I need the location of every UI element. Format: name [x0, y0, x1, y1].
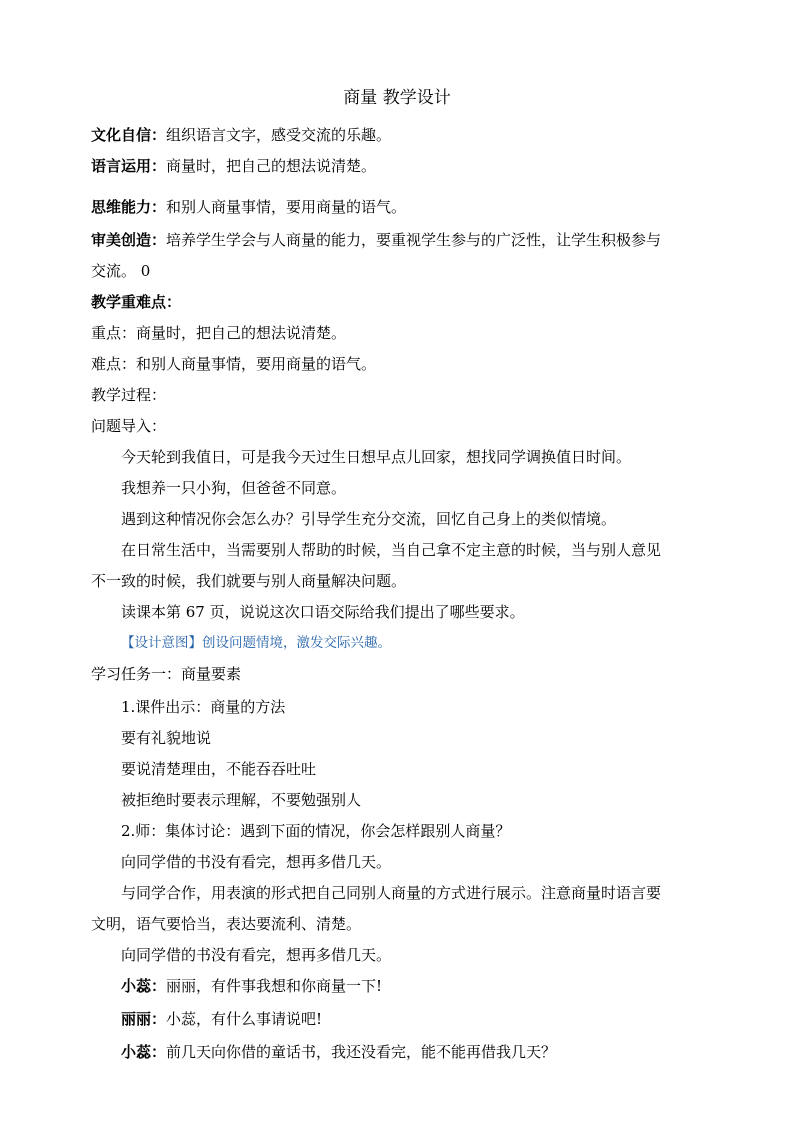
task1-line: 向同学借的书没有看完，想再多借几天。 — [121, 853, 392, 871]
objective-thinking — [91, 196, 705, 218]
intro-heading: 问题导入： — [91, 417, 167, 435]
intro-line: 遇到这种情况你会怎么办？引导学生充分交流，回忆自己身上的类似情境。 — [121, 510, 617, 528]
objective-text: 培养学生学会与人商量的能力，要重视学生参与的广泛性，让学生积极参与 — [166, 231, 662, 249]
intro-line: 读课本第 67 页，说说这次口语交际给我们提出了哪些要求。 — [121, 603, 525, 621]
objective-label: 文化自信： — [91, 126, 167, 144]
design-intent: 【设计意图】创设问题情境，激发交际兴趣。 — [121, 635, 391, 651]
objective-aesthetic — [91, 229, 705, 251]
dialogue-line — [121, 975, 705, 997]
task1-line: 文明，语气要恰当，表达要流利、清楚。 — [91, 915, 362, 933]
dialogue-line — [121, 1041, 705, 1063]
task1-line: 要说清楚理由，不能吞吞吐吐 — [121, 760, 317, 778]
process-heading: 教学过程： — [91, 386, 167, 404]
task1-line: 要有礼貌地说 — [121, 729, 212, 747]
dialogue-speaker: 小蕊： — [121, 1043, 167, 1061]
document-title: 商量 教学设计 — [343, 88, 451, 108]
dialogue-text: 小蕊，有什么事请说吧! — [166, 1010, 323, 1028]
objective-culture — [91, 124, 705, 146]
key-point: 重点：商量时，把自己的想法说清楚。 — [91, 324, 347, 342]
task1-line: 2.师：集体讨论：遇到下面的情况，你会怎样跟别人商量？ — [121, 822, 511, 840]
dialogue-line — [121, 1008, 705, 1030]
task1-line: 与同学合作，用表演的形式把自己同别人商量的方式进行展示。注意商量时语言要 — [121, 884, 662, 902]
objective-text: 和别人商量事情，要用商量的语气。 — [166, 198, 407, 216]
dialogue-speaker: 丽丽： — [121, 1010, 167, 1028]
dialogue-speaker: 小蕊： — [121, 977, 167, 995]
objective-aesthetic-cont: 交流。 0 — [91, 262, 151, 280]
intro-line: 我想养一只小狗，但爸爸不同意。 — [121, 479, 347, 497]
difficult-point: 难点：和别人商量事情，要用商量的语气。 — [91, 355, 377, 373]
objective-language — [91, 155, 705, 177]
objective-label: 语言运用： — [91, 157, 167, 175]
task1-line: 被拒绝时要表示理解，不要勉强别人 — [121, 791, 362, 809]
dialogue-text: 丽丽，有件事我想和你商量一下! — [166, 977, 383, 995]
dialogue-text: 前几天向你借的童话书，我还没看完，能不能再借我几天？ — [166, 1043, 557, 1061]
task1-line: 向同学借的书没有看完，想再多借几天。 — [121, 946, 392, 964]
objective-label: 思维能力： — [91, 198, 167, 216]
objective-text: 商量时，把自己的想法说清楚。 — [166, 157, 377, 175]
intro-line: 在日常生活中，当需要别人帮助的时候，当自己拿不定主意的时候，当与别人意见 — [121, 541, 662, 559]
objective-label: 审美创造： — [91, 231, 167, 249]
task1-heading: 学习任务一：商量要素 — [91, 665, 242, 683]
intro-line: 今天轮到我值日，可是我今天过生日想早点儿回家，想找同学调换值日时间。 — [121, 448, 632, 466]
intro-line: 不一致的时候，我们就要与别人商量解决问题。 — [91, 572, 407, 590]
task1-line: 1.课件出示：商量的方法 — [121, 698, 286, 716]
objective-text: 组织语言文字，感受交流的乐趣。 — [166, 126, 392, 144]
key-points-heading: 教学重难点： — [91, 293, 182, 311]
